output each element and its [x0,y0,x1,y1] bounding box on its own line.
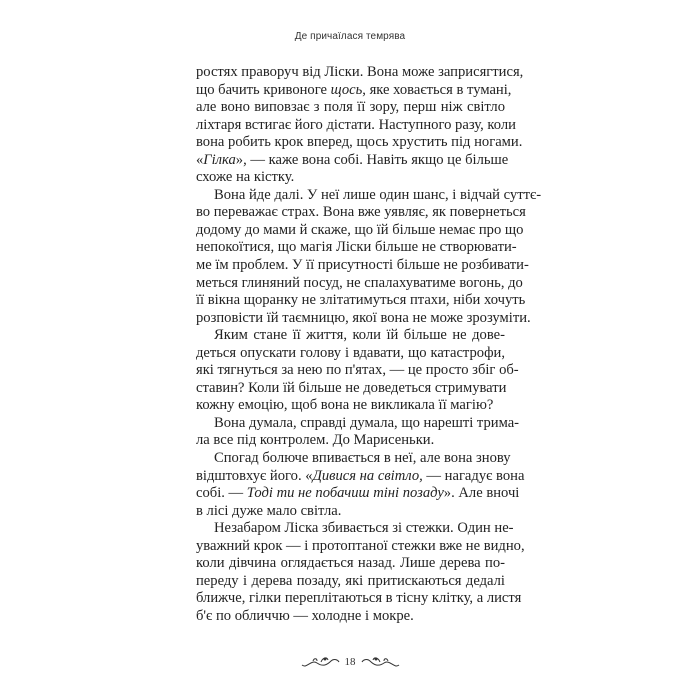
text-line [196,309,531,328]
text-line [196,573,505,591]
text-segment: її вікна щоранку не злітатимуться птахи, ніби хочуть [196,292,526,309]
text-segment: меться глиняний посуд, не спалахуватиме вогонь, до [196,274,523,291]
text-segment: собі. — [196,485,247,502]
text-segment: Яким стане її життя, коли їй більше не дове- [214,327,505,344]
text-segment: Незабаром Ліска збивається зі стежки. Один не- [214,520,514,537]
text-segment: додому до мами й скаже, що їй більше немає про що [196,221,524,238]
text-segment: непокоїтися, що магія Ліски більше не створювати- [196,239,517,256]
text-line [196,134,523,152]
text-line [196,485,520,503]
text-segment: , яке ховається в тумані, [362,81,512,98]
text-line [196,467,525,486]
italic-text: Гілка [203,151,236,168]
text-segment: — нагадує вона [422,467,525,484]
text-line [196,186,542,205]
italic-text: щось [330,81,363,98]
text-line [196,99,505,117]
running-header: Де причаїлася темрява [294,31,406,42]
text-line [196,81,512,100]
text-segment: переду і дерева позаду, які притискаються дедалі [196,572,505,589]
floral-flourish-right-icon [360,655,400,669]
text-line [196,116,516,135]
text-line [196,169,505,187]
text-line [196,327,505,345]
text-segment: вона робить крок вперед, щось хрустить під ногами. [196,134,523,151]
text-segment: во переважає страх. Вона вже уявляє, як повернеться [196,204,526,221]
text-segment: але воно виповзає з поля її зору, перш ніж світло [196,99,505,116]
text-line [196,64,524,82]
text-segment: ліхтаря встигає його дістати. Наступного разу, коли [196,116,516,133]
floral-flourish-left-icon [301,655,341,669]
text-segment: « [196,151,204,168]
text-line [196,239,517,257]
text-segment: коли дівчина оглядається назад. Лише дерева по- [196,555,505,572]
italic-text: Дивися на світло, [312,467,423,484]
text-segment: ла все під контролем. До Марисеньки. [196,432,435,449]
text-segment: які тягнуться за нею по п'ятах, — це просто збіг об- [196,362,519,379]
text-line [196,151,509,170]
text-segment: ростях праворуч від Ліски. Вона може заприсягтися, [196,64,524,80]
text-segment: Вона йде далі. У неї лише один шанс, і відчай суттє- [214,186,542,203]
text-line [196,414,520,433]
text-line [196,520,514,538]
text-segment: », — каже вона собі. Навіть якщо це більше [235,151,509,168]
text-segment: Вона думала, справді думала, що нарешті трима- [214,414,520,431]
text-line [196,397,505,415]
text-line [196,292,526,310]
text-segment: деться опускати голову і вдавати, що катастрофи, [196,344,505,361]
text-segment: відштовхує його. « [196,467,313,484]
page-footer [0,655,700,669]
text-line [196,204,526,222]
page-number: 18 [344,656,356,668]
text-line [196,432,505,450]
text-segment: схоже на кістку. [196,169,295,186]
text-segment: уважний крок — і протоптаної стежки вже не видно, [196,537,525,554]
text-line [196,274,523,293]
text-segment: ». Але вночі [443,485,520,502]
italic-text: Тоді ти не побачиш тіні позаду [246,485,444,502]
text-line [196,221,524,240]
text-line [196,590,522,608]
text-line [196,380,505,398]
text-segment: ме їм проблем. У її присутності більше не розбивати- [196,257,529,274]
text-segment: ставин? Коли їй більше не доведеться стримувати [196,379,507,396]
text-segment: ближче, гілки переплітаються в тісну клітку, а листя [196,590,522,607]
text-line [196,537,525,556]
text-line [196,503,505,521]
text-line [196,345,505,363]
text-segment: в лісі дуже мало світла. [196,502,342,519]
text-line [196,257,529,275]
text-segment: кожну емоцію, щоб вона не викликала її магію? [196,397,494,414]
text-segment: що бачить кривоноге [196,81,331,98]
text-line [196,450,511,468]
text-line [196,608,505,626]
text-segment: Спогад болюче впивається в неї, але вона знову [214,450,511,467]
text-line [196,362,519,380]
body-text [196,64,542,626]
text-segment: б'є по обличчю — холодне і мокре. [196,607,414,624]
text-line [196,555,505,573]
text-segment: розповісти їй таємницю, якої вона не може зрозуміти. [196,309,531,326]
